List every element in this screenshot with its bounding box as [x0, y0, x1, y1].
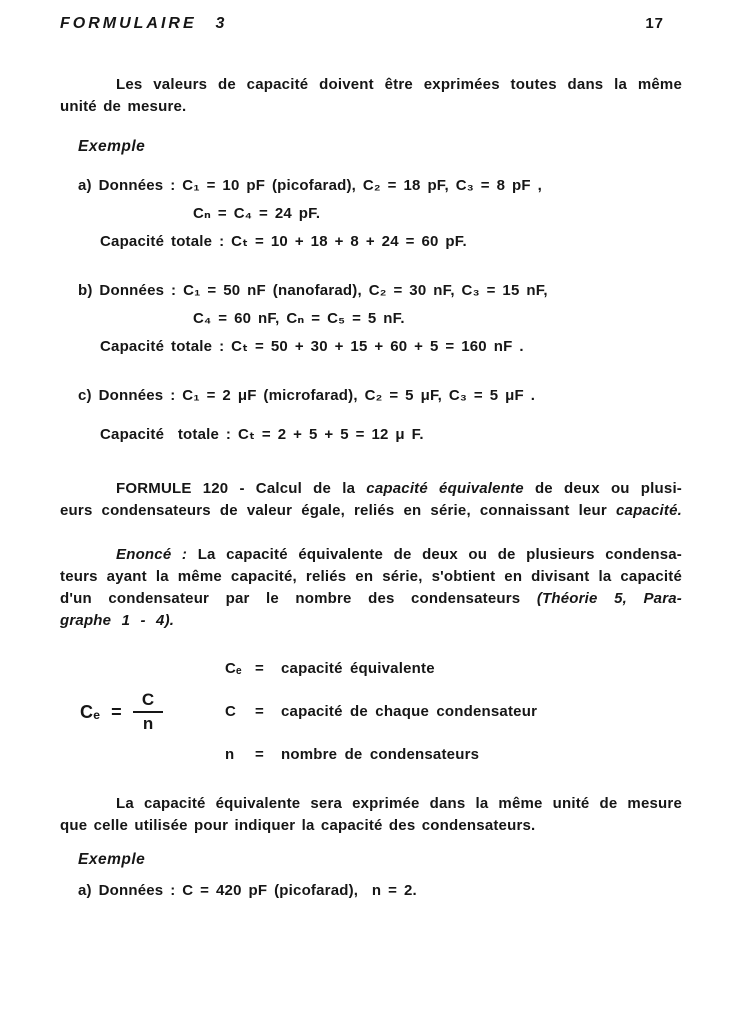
example-item-a [60, 172, 682, 256]
intro-line-2: unité de mesure. [60, 98, 187, 115]
example-c-line-1: c) Données : C₁ = 2 μF (microfarad), C₂ = 5 μF, C₃ = 5 μF . [78, 387, 536, 404]
page-number: 17 [645, 15, 664, 32]
enonce-text-3: d'un condensateur par le nombre des condensateurs [60, 590, 537, 607]
definition-equals: = [255, 660, 264, 677]
closing-paragraph [60, 793, 682, 837]
formula-fraction [133, 690, 163, 734]
enonce-text-1: La capacité équivalente de deux ou de plusieurs condensa- [197, 546, 683, 563]
example-heading-1: Exemple [78, 138, 146, 155]
enonce-line-2: teurs ayant la même capacité, reliés en série, s'obtient en divisant la capacité [60, 568, 682, 585]
enonce-reference: (Théorie 5, Para- [536, 590, 682, 607]
formule-120-text-end: de deux ou plusi- [523, 480, 683, 497]
example-2-line-1: a) Données : C = 420 pF (picofarad), n = 2. [78, 882, 417, 899]
definition-row-ce [225, 658, 682, 680]
definition-row-c [225, 701, 682, 723]
formule-120-title: FORMULE 120 [116, 480, 229, 497]
example-item-c [60, 382, 682, 449]
definition-symbol: n [225, 746, 235, 763]
definition-text: nombre de condensateurs [281, 746, 480, 763]
formule-120-text-2: eurs condensateurs de valeur égale, reliés en série, connaissant leur [60, 502, 616, 519]
definition-text: capacité de chaque condensateur [281, 703, 538, 720]
symbol-definitions [225, 658, 682, 766]
example-a-line-2: Cₙ = C₄ = 24 pF. [193, 205, 321, 222]
definition-text: capacité équivalente [281, 660, 435, 677]
enonce-line-1 [60, 544, 682, 566]
example-a-line-3: Capacité totale : Cₜ = 10 + 18 + 8 + 24 = 60 pF. [100, 233, 467, 250]
fraction-numerator: C [133, 690, 163, 713]
enonce-line-3 [60, 588, 682, 610]
formule-120-emphasis-2: capacité. [615, 502, 682, 519]
enonce-line-4: graphe 1 - 4). [60, 612, 175, 629]
example-c-line-2: Capacité totale : Cₜ = 2 + 5 + 5 = 12 μ F. [100, 426, 424, 443]
formule-120-text: - Calcul de la [228, 480, 367, 497]
closing-line-1: La capacité équivalente sera exprimée dans la même unité de mesure [116, 795, 682, 812]
example-b-line-2: C₄ = 60 nF, Cₙ = C₅ = 5 nF. [193, 310, 405, 327]
formule-120-line-2 [60, 500, 682, 522]
intro-line-1: Les valeurs de capacité doivent être exprimées toutes dans la même [116, 76, 682, 93]
example-b-line-3: Capacité totale : Cₜ = 50 + 30 + 15 + 60 + 5 = 160 nF . [100, 338, 524, 355]
definition-equals: = [255, 746, 264, 763]
fraction-denominator: n [142, 714, 154, 733]
formula-equals-sign: = [111, 701, 122, 722]
example-heading-2: Exemple [78, 851, 146, 868]
closing-line-2: que celle utilisée pour indiquer la capacité des condensateurs. [60, 817, 536, 834]
enonce-paragraph [60, 544, 682, 632]
example-b-line-1: b) Données : C₁ = 50 nF (nanofarad), C₂ = 30 nF, C₃ = 15 nF, [78, 282, 548, 299]
formule-120-paragraph [60, 478, 682, 522]
page-header [0, 0, 742, 33]
intro-paragraph [60, 74, 682, 118]
example-2-block [60, 880, 682, 902]
equivalent-capacitance-formula [60, 690, 225, 734]
definition-symbol: C [225, 703, 237, 720]
enonce-label: Enoncé : [116, 546, 198, 563]
formule-120-emphasis-1: capacité équivalente [366, 480, 524, 497]
definition-symbol: Cₑ [225, 660, 242, 677]
page-title: FORMULAIRE 3 [60, 15, 228, 32]
formula-block [60, 658, 682, 766]
formule-120-line-1 [60, 478, 682, 500]
formula-lhs: Cₑ [80, 701, 101, 722]
example-a-line-1: a) Données : C₁ = 10 pF (picofarad), C₂ = 18 pF, C₃ = 8 pF , [78, 177, 542, 194]
definition-equals: = [255, 703, 264, 720]
definition-row-n [225, 744, 682, 766]
example-item-b [60, 277, 682, 361]
